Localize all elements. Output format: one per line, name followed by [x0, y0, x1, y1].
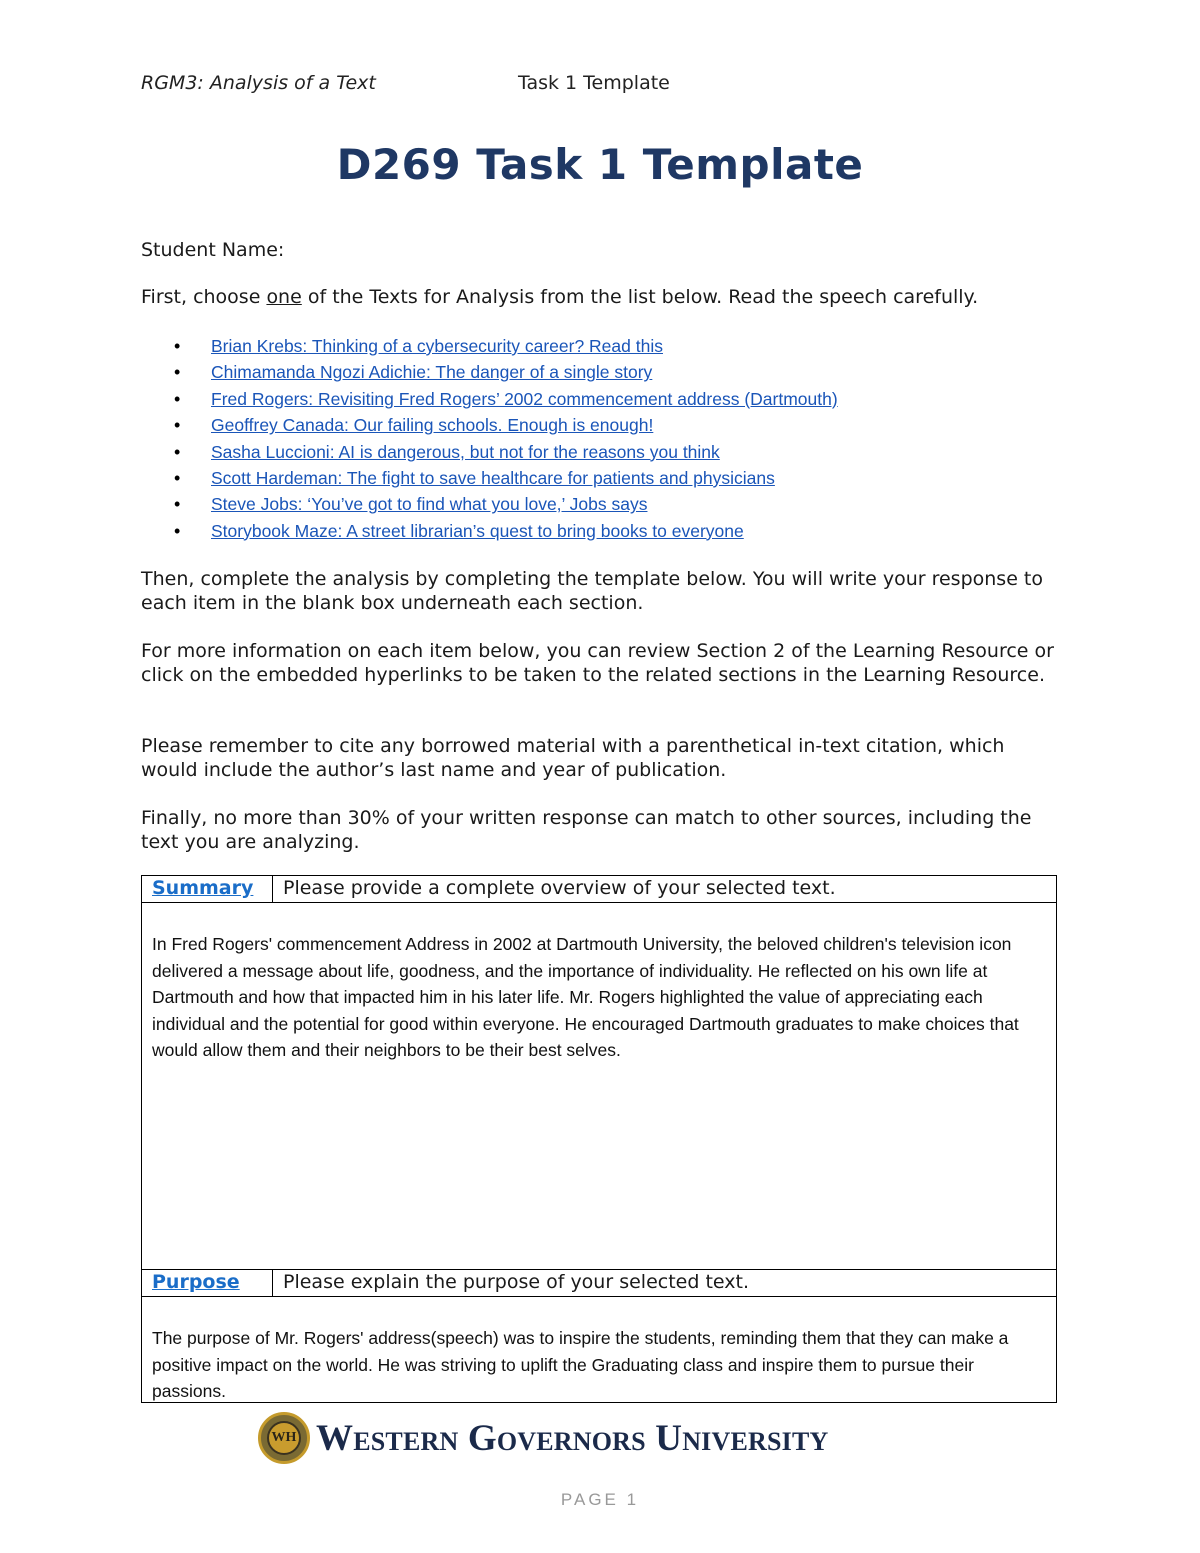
link-geoffrey-canada[interactable]: Geoffrey Canada: Our failing schools. Enough is enough! — [211, 415, 654, 436]
bullet-icon: • — [174, 441, 181, 462]
bullet-icon: • — [174, 388, 181, 409]
bullet-icon: • — [174, 336, 181, 356]
bullet-icon: • — [174, 415, 181, 436]
link-chimamanda-adichie[interactable]: Chimamanda Ngozi Adichie: The danger of a single story — [211, 362, 653, 383]
link-storybook-maze[interactable]: Storybook Maze: A street librarian’s quest to bring books to everyone — [211, 520, 744, 541]
texts-list — [141, 334, 838, 545]
bullet-icon: • — [174, 362, 181, 383]
instruction-similarity: Finally, no more than 30% of your written response can match to other sources, including the text you are analyzing. — [141, 807, 1032, 853]
list-item — [141, 440, 838, 466]
summary-prompt: Please provide a complete overview of your selected text. — [283, 877, 836, 899]
purpose-response[interactable]: The purpose of Mr. Rogers' address(speech) was to inspire the students, reminding them that they can make a positive impact on the world. He was striving to uplift the Graduating class and inspire them to pursue their passions. — [152, 1328, 1009, 1402]
header-template: Task 1 Template — [518, 72, 670, 94]
bullet-icon: • — [174, 467, 181, 488]
list-item — [141, 360, 838, 386]
university-wordmark: Western Governors University — [316, 1417, 829, 1459]
list-item — [141, 413, 838, 439]
header-course: RGM3: Analysis of a Text — [141, 72, 376, 94]
summary-link[interactable]: Summary — [142, 876, 273, 902]
link-steve-jobs[interactable]: Steve Jobs: ‘You’ve got to find what you love,’ Jobs says — [211, 494, 648, 515]
intro-paragraph: First, choose one of the Texts for Analysis from the list below. Read the speech carefully. — [141, 286, 979, 308]
list-item — [141, 334, 838, 360]
list-item — [141, 492, 838, 518]
page-number: PAGE 1 — [560, 1490, 640, 1509]
page-title: D269 Task 1 Template — [336, 140, 864, 189]
summary-response[interactable]: In Fred Rogers' commencement Address in 2002 at Dartmouth University, the beloved children's television icon delivered a message about life, goodness, and the importance of individuality. He reflected on his own life at Dartmouth and how that impacted him in his later life. Mr. Rogers highlighted the value of appreciating each individual and the potential for good within everyone. He encouraged Dartmouth graduates to make choices that would allow them and their neighbors to be their best selves. — [152, 934, 1019, 1061]
link-sasha-luccioni[interactable]: Sasha Luccioni: AI is dangerous, but not for the reasons you think — [211, 441, 720, 462]
purpose-link[interactable]: Purpose — [142, 1270, 273, 1296]
summary-section — [141, 875, 1057, 1270]
list-item — [141, 519, 838, 545]
wgu-logo — [258, 1412, 828, 1464]
list-item — [141, 466, 838, 492]
student-name-label: Student Name: — [141, 239, 285, 261]
link-brian-krebs[interactable]: Brian Krebs: Thinking of a cybersecurity career? Read this — [211, 336, 663, 356]
bullet-icon: • — [174, 520, 181, 541]
purpose-prompt: Please explain the purpose of your selected text. — [283, 1271, 749, 1293]
purpose-section — [141, 1269, 1057, 1403]
instruction-complete: Then, complete the analysis by completing the template below. You will write your response to each item in the blank box underneath each section. — [141, 568, 1043, 614]
instruction-resources: For more information on each item below, you can review Section 2 of the Learning Resource or click on the embedded hyperlinks to be taken to the related sections in the Learning Resource. — [141, 640, 1054, 686]
instruction-citation: Please remember to cite any borrowed material with a parenthetical in-text citation, which would include the author’s last name and year of publication. — [141, 735, 1005, 781]
link-fred-rogers[interactable]: Fred Rogers: Revisiting Fred Rogers’ 2002 commencement address (Dartmouth) — [211, 388, 838, 409]
intro-emphasis: one — [266, 286, 302, 308]
link-scott-hardeman[interactable]: Scott Hardeman: The fight to save healthcare for patients and physicians — [211, 467, 775, 488]
bullet-icon: • — [174, 494, 181, 515]
university-seal-icon: WH — [258, 1412, 310, 1464]
list-item — [141, 387, 838, 413]
